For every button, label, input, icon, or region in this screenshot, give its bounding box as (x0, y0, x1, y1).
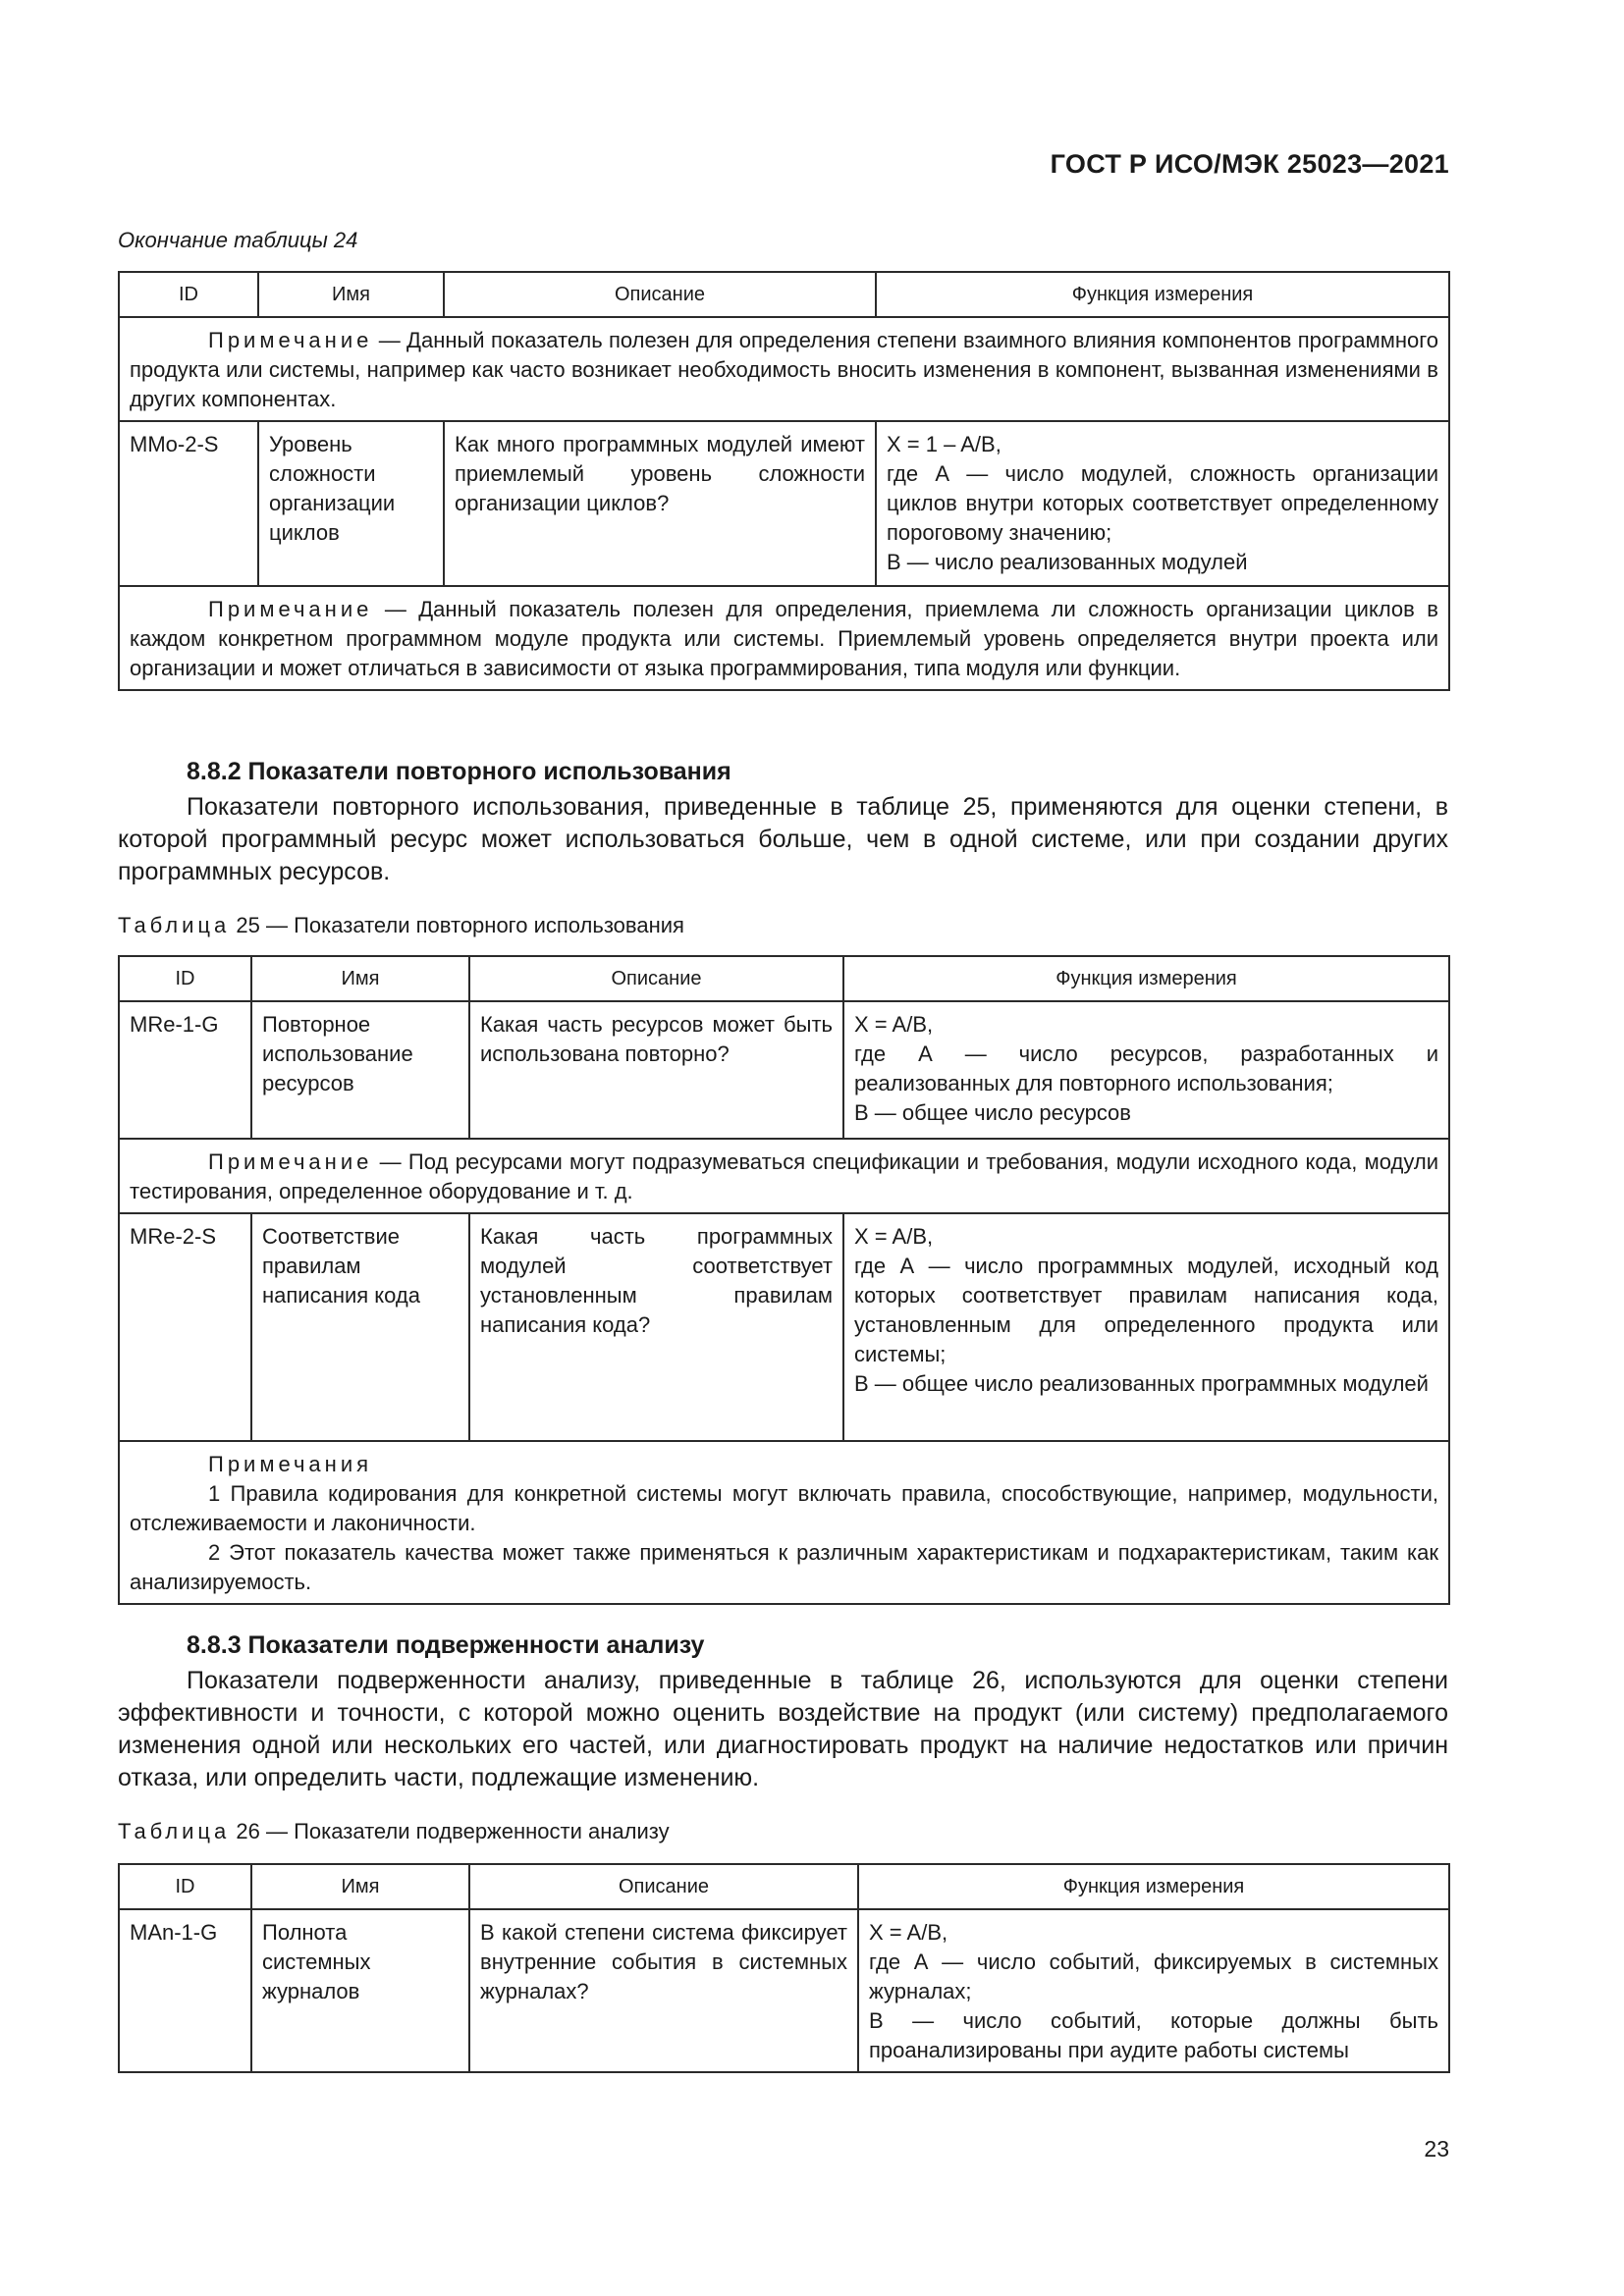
table-row (119, 421, 1449, 586)
function-formula: X = A/B, (854, 1224, 934, 1249)
table26-caption (118, 1819, 670, 1844)
function-def-b: В — число реализованных модулей (887, 550, 1248, 574)
table-note-row (119, 1139, 1449, 1213)
note-item: 1 Правила кодирования для конкретной системы могут включать правила, способствующие, например, модульности, отслеживаемости и лаконичности. (130, 1481, 1438, 1535)
note-text: — Под ресурсами могут подразумеваться спецификации и требования, модули исходного кода, модули тестирования, определенное оборудование и т. д. (130, 1149, 1438, 1203)
function-formula: X = 1 – A/B, (887, 432, 1001, 456)
note (130, 1148, 1438, 1206)
table-row (119, 1213, 1449, 1441)
header-name: Имя (258, 272, 444, 317)
row-function (843, 1001, 1449, 1139)
header-function: Функция измерения (858, 1864, 1449, 1909)
row-id: MMo-2-S (119, 421, 258, 586)
row-name: Соответствие правилам написания кода (251, 1213, 469, 1441)
row-id: MRe-2-S (119, 1213, 251, 1441)
function-def-b: В — общее число реализованных программных модулей (854, 1371, 1429, 1396)
caption-label: Таблица (118, 913, 231, 937)
note-label: Примечание (208, 597, 373, 621)
header-function: Функция измерения (843, 956, 1449, 1001)
row-name: Уровень сложности организации циклов (258, 421, 444, 586)
note-label: Примечание (208, 1149, 373, 1174)
header-id: ID (119, 1864, 251, 1909)
row-description: В какой степени система фиксирует внутренние события в системных журналах? (469, 1909, 858, 2072)
table-note-row (119, 586, 1449, 690)
caption-text: 26 — Показатели подверженности анализу (236, 1819, 670, 1843)
section-heading: 8.8.3 Показатели подверженности анализу (187, 1631, 705, 1659)
table-header-row (119, 272, 1449, 317)
header-id: ID (119, 956, 251, 1001)
table-24 (118, 271, 1450, 691)
header-description: Описание (469, 956, 843, 1001)
table-header-row (119, 1864, 1449, 1909)
row-function (843, 1213, 1449, 1441)
table-header-row (119, 956, 1449, 1001)
note (130, 595, 1438, 683)
note-label: Примечание (208, 328, 373, 352)
row-name: Полнота системных журналов (251, 1909, 469, 2072)
header-name: Имя (251, 1864, 469, 1909)
function-formula: X = A/B, (854, 1012, 934, 1037)
function-def-a: где А — число ресурсов, разработанных и реализованных для повторного использования; (854, 1041, 1438, 1095)
note-text: — Данный показатель полезен для определения степени взаимного влияния компонентов программного продукта или системы, например как часто возникает необходимость вносить изменения в компонент, вызванная изменениями в других компонентах. (130, 328, 1438, 411)
row-id: MRe-1-G (119, 1001, 251, 1139)
function-def-a: где А — число программных модулей, исходный код которых соответствует правилам написания кода, установленным для определенного продукта или системы; (854, 1254, 1438, 1366)
table-row (119, 1001, 1449, 1139)
note (130, 326, 1438, 414)
row-description: Какая часть ресурсов может быть использована повторно? (469, 1001, 843, 1139)
function-def-a: где А — число модулей, сложность организации циклов внутри которых соответствует определенному пороговому значению; (887, 461, 1438, 545)
section-paragraph: Показатели повторного использования, приведенные в таблице 25, применяются для оценки степени, в которой программный ресурс может использоваться больше, чем в одной системе, или при создании других программных ресурсов. (118, 793, 1448, 885)
caption-text: 25 — Показатели повторного использования (236, 913, 684, 937)
table-note-row (119, 317, 1449, 421)
function-formula: X = A/B, (869, 1920, 948, 1945)
section-heading: 8.8.2 Показатели повторного использования (187, 758, 731, 785)
table24-caption: Окончание таблицы 24 (118, 228, 358, 252)
function-def-a: где А — число событий, фиксируемых в системных журналах; (869, 1949, 1438, 2003)
function-def-b: В — число событий, которые должны быть проанализированы при аудите работы системы (869, 2008, 1438, 2062)
table-row (119, 1909, 1449, 2072)
row-function (858, 1909, 1449, 2072)
note-text: — Данный показатель полезен для определения, приемлема ли сложность организации циклов в каждом конкретном программном модуле продукта или системы. Приемлемый уровень определяется внутри проекта или организации и может отличаться в зависимости от языка программирования, типа модуля или функции. (130, 597, 1438, 680)
caption-label: Таблица (118, 1819, 231, 1843)
row-function (876, 421, 1449, 586)
document-code: ГОСТ Р ИСО/МЭК 25023—2021 (1050, 149, 1449, 179)
section-paragraph: Показатели подверженности анализу, приведенные в таблице 26, используются для оценки степени эффективности и точности, с которой можно оценить воздействие на продукт (или систему) предполагаемого изменения одной или нескольких его частей, или диагностировать продукт на наличие недостатков или причин отказа, или определить части, подлежащие изменению. (118, 1667, 1448, 1791)
function-def-b: В — общее число ресурсов (854, 1100, 1131, 1125)
header-id: ID (119, 272, 258, 317)
table-25 (118, 955, 1450, 1605)
table25-caption (118, 913, 684, 938)
note-item: 2 Этот показатель качества может также применяться к различным характеристикам и подхарактеристикам, таким как анализируемость. (130, 1540, 1438, 1594)
row-description: Какая часть программных модулей соответствует установленным правилам написания кода? (469, 1213, 843, 1441)
notes-label: Примечания (208, 1452, 373, 1476)
header-name: Имя (251, 956, 469, 1001)
row-id: MAn-1-G (119, 1909, 251, 2072)
header-description: Описание (444, 272, 876, 317)
header-description: Описание (469, 1864, 858, 1909)
row-description: Как много программных модулей имеют приемлемый уровень сложности организации циклов? (444, 421, 876, 586)
header-function: Функция измерения (876, 272, 1449, 317)
row-name: Повторное использование ресурсов (251, 1001, 469, 1139)
page-number: 23 (1424, 2136, 1449, 2162)
table-26 (118, 1863, 1450, 2073)
table-note-row (119, 1441, 1449, 1604)
